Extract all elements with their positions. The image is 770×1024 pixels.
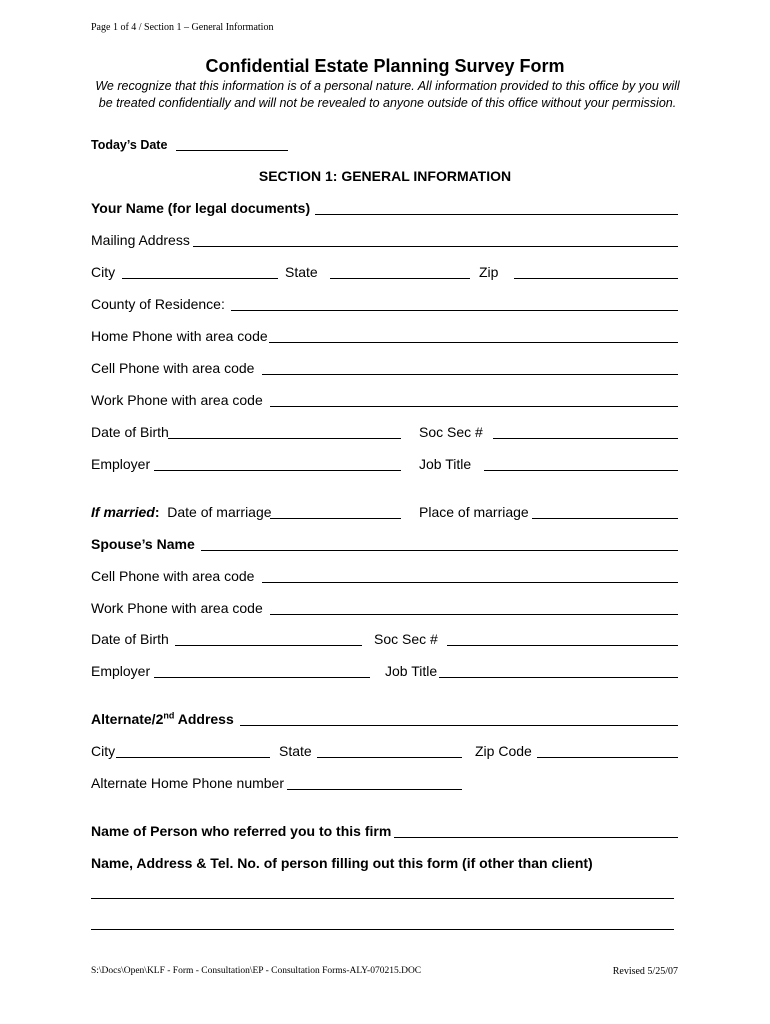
work-phone-field[interactable] [270,406,678,407]
spouse-cell-phone-field[interactable] [262,582,678,583]
county-label: County of Residence: [91,296,225,312]
alternate-address-label [91,711,234,727]
spouse-job-title-field[interactable] [439,677,678,678]
ssn-field[interactable] [493,438,678,439]
state-label: State [285,264,318,280]
mailing-address-field[interactable] [193,246,678,247]
if-married-line [91,504,272,520]
dob-field[interactable] [168,438,401,439]
county-field[interactable] [231,310,678,311]
footer-file-path: S:\Docs\Open\KLF - Form - Consultation\EP - Consultation Forms-ALY-070215.DOC [91,966,422,976]
city-field[interactable] [122,278,278,279]
alternate-city-field[interactable] [116,757,270,758]
alternate-address-label-suffix: Address [174,711,234,727]
alternate-address-field[interactable] [240,725,678,726]
work-phone-label: Work Phone with area code [91,392,263,408]
filler-field-line-2[interactable] [91,929,674,930]
cell-phone-field[interactable] [262,374,678,375]
cell-phone-label: Cell Phone with area code [91,360,255,376]
todays-date-label: Today’s Date [91,138,168,152]
state-field[interactable] [330,278,470,279]
spouse-name-label: Spouse’s Name [91,536,195,552]
zip-field[interactable] [514,278,678,279]
alternate-zip-label: Zip Code [475,743,532,759]
job-title-field[interactable] [484,470,678,471]
spouse-dob-field[interactable] [175,645,362,646]
footer-revised-date: Revised 5/25/07 [612,966,678,977]
marriage-place-field[interactable] [532,518,678,519]
spouse-job-title-label: Job Title [385,663,438,679]
home-phone-label: Home Phone with area code [91,328,268,344]
alternate-state-label: State [279,743,312,759]
spouse-dob-label: Date of Birth [91,631,169,647]
alternate-home-phone-field[interactable] [287,789,462,790]
alternate-state-field[interactable] [317,757,462,758]
marriage-date-label: Date of marriage [167,504,272,520]
spouse-work-phone-field[interactable] [270,614,678,615]
referral-label: Name of Person who referred you to this firm [91,823,392,839]
spouse-employer-field[interactable] [154,677,370,678]
your-name-label: Your Name (for legal documents) [91,200,311,216]
city-label: City [91,264,116,280]
spouse-ssn-label: Soc Sec # [374,631,438,647]
marriage-place-label: Place of marriage [419,504,529,520]
marriage-date-field[interactable] [270,518,401,519]
todays-date-field[interactable] [176,150,288,151]
spouse-work-phone-label: Work Phone with area code [91,600,263,616]
alternate-address-label-part: Alternate/2 [91,711,164,727]
mailing-address-label: Mailing Address [91,232,190,248]
form-title: Confidential Estate Planning Survey Form [205,56,565,76]
alternate-city-label: City [91,743,116,759]
alternate-home-phone-label: Alternate Home Phone number [91,775,284,791]
section-heading: SECTION 1: GENERAL INFORMATION [258,168,512,184]
spouse-ssn-field[interactable] [447,645,678,646]
if-married-label: If married [91,504,155,520]
alternate-zip-field[interactable] [537,757,678,758]
intro-paragraph: We recognize that this information is of a personal nature. All information provided to this office by you will be treated confidentially and will not be revealed to anyone outside of this office without your permission. [95,79,680,110]
filler-label: Name, Address & Tel. No. of person filling out this form (if other than client) [91,855,593,871]
employer-field[interactable] [154,470,401,471]
spouse-cell-phone-label: Cell Phone with area code [91,568,255,584]
referral-field[interactable] [394,837,678,838]
spouse-name-field[interactable] [201,550,678,551]
job-title-label: Job Title [419,456,472,472]
your-name-field[interactable] [315,214,678,215]
zip-label: Zip [479,264,499,280]
if-married-colon: : [154,504,160,520]
dob-label: Date of Birth [91,424,169,440]
ssn-label: Soc Sec # [419,424,483,440]
employer-label: Employer [91,456,151,472]
home-phone-field[interactable] [269,342,678,343]
spouse-employer-label: Employer [91,663,151,679]
filler-field-line-1[interactable] [91,898,674,899]
alternate-address-superscript: nd [163,710,175,721]
page-header: Page 1 of 4 / Section 1 – General Information [91,22,274,33]
